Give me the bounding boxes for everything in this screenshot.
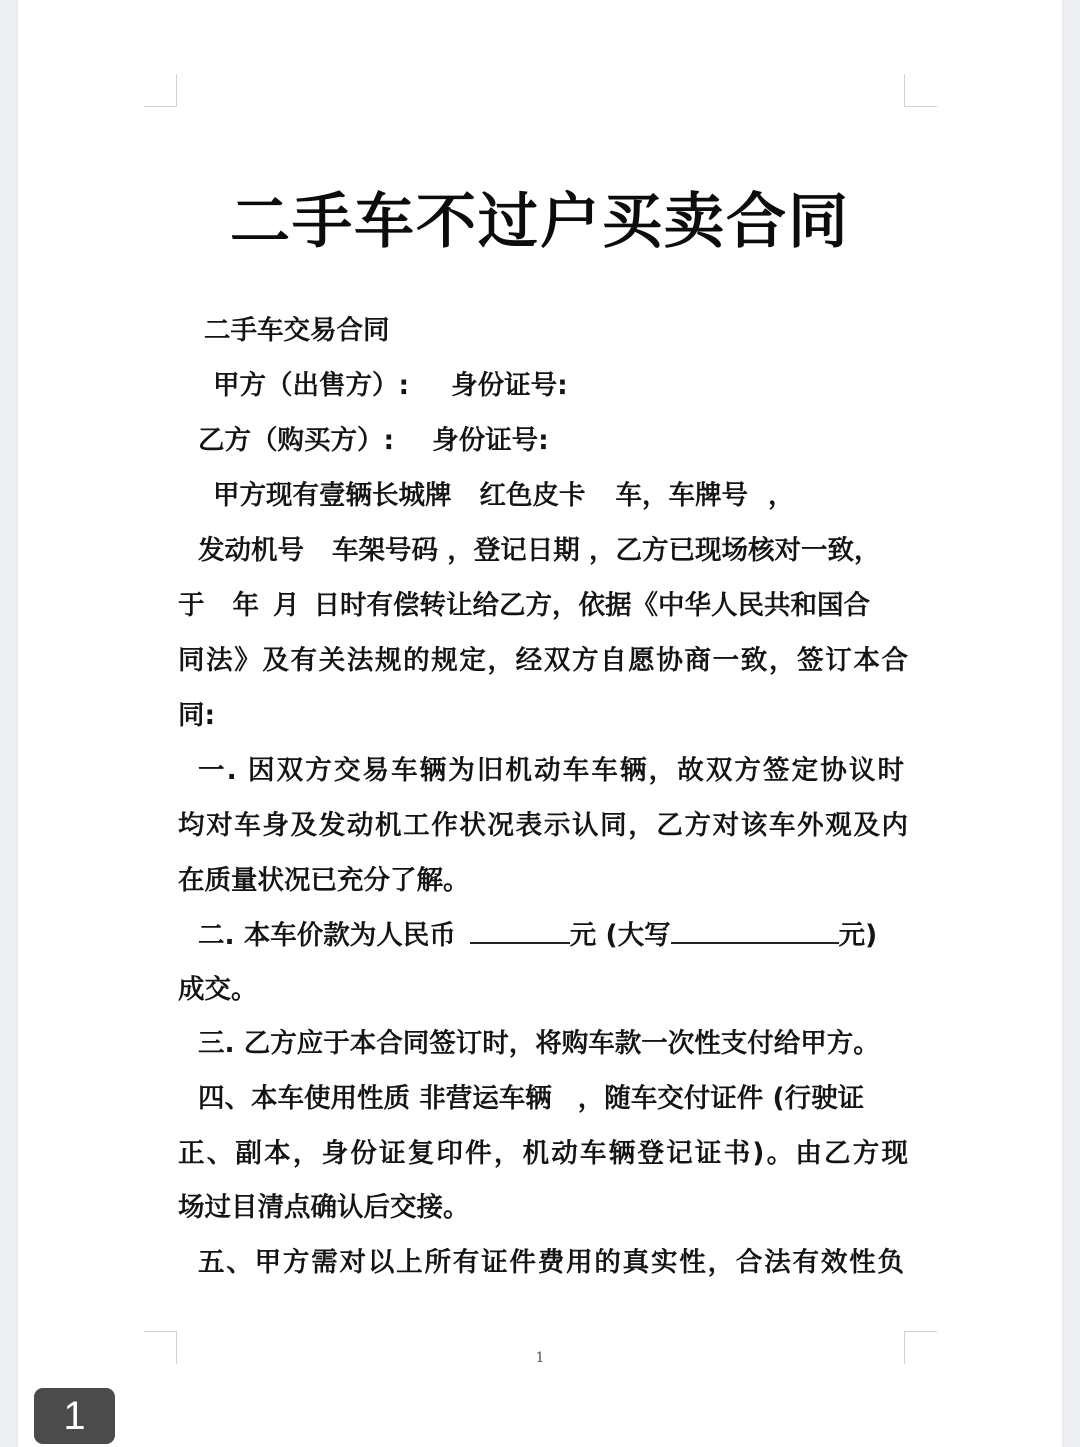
clause-2-line-2: 成交。 (178, 974, 258, 1005)
party-a-id-label: 身份证号: (451, 370, 568, 401)
text-segment: 车，车牌号 (615, 480, 748, 511)
clause-4-line-3: 场过目清点确认后交接。 (178, 1192, 470, 1223)
clause-3-line-1: 三. 乙方应于本合同签订时，将购车款一次性支付给甲方。 (198, 1028, 880, 1059)
clause-2-line-1 (198, 916, 928, 956)
paragraph-vehicle-line-3 (178, 586, 908, 626)
party-b-label: 乙方（购买方）: (198, 425, 395, 456)
document-title: 二手车不过户买卖合同 (230, 187, 850, 257)
clause-4-line-2: 正、副本，身份证复印件，机动车辆登记证书)。由乙方现 (178, 1138, 908, 1169)
crop-mark-top-right (904, 74, 937, 107)
price-in-words-blank (671, 916, 839, 944)
text-segment: 车架号码 ，登记日期 ，乙方已现场核对一致， (332, 535, 881, 566)
clause-1-line-3: 在质量状况已充分了解。 (178, 865, 470, 896)
party-a-label: 甲方（出售方）: (213, 370, 410, 401)
crop-mark-top-left (144, 74, 177, 107)
clause-1-line-2: 均对车身及发动机工作状况表示认同，乙方对该车外观及内 (178, 810, 908, 841)
price-blank (470, 916, 570, 944)
page-indicator-badge[interactable]: 1 (34, 1388, 115, 1444)
text-segment: 月 (273, 590, 300, 621)
text-segment: 日时有偿转让给乙方，依据《中华人民共和国合 (313, 590, 870, 621)
paragraph-vehicle-line-4: 同法》及有关法规的规定，经双方自愿协商一致，签订本合 (178, 645, 908, 676)
clause-5-line-1: 五、甲方需对以上所有证件费用的真实性，合法有效性负 (198, 1247, 904, 1278)
clause-4-line-1 (198, 1079, 928, 1119)
text-segment: 发动机号 (198, 535, 304, 566)
text-segment: 红色皮卡 (479, 480, 586, 511)
text-segment: 年 (232, 590, 259, 621)
party-b-id-label: 身份证号: (432, 425, 549, 456)
paragraph-vehicle-line-1 (213, 476, 943, 516)
text-segment: 二. 本车价款为人民币 (198, 920, 456, 951)
text-segment: 元) (838, 920, 878, 951)
subtitle-line: 二手车交易合同 (204, 315, 390, 346)
text-segment: 于 (178, 590, 205, 621)
text-segment: 甲方现有壹辆长城牌 (213, 480, 452, 511)
clause-1-line-1: 一. 因双方交易车辆为旧机动车车辆，故双方签定协议时 (198, 755, 904, 786)
text-segment: ， (768, 480, 795, 511)
party-b-line (198, 421, 928, 461)
paragraph-vehicle-line-2 (198, 531, 928, 571)
page-number: 1 (535, 1350, 545, 1366)
text-segment: ，随车交付证件 (行驶证 (577, 1083, 865, 1114)
text-segment: 四、本车使用性质 非营运车辆 (198, 1083, 552, 1114)
party-a-line (213, 366, 943, 406)
text-segment: 元 (大写 (569, 920, 671, 951)
paragraph-vehicle-line-5: 同: (178, 700, 216, 731)
